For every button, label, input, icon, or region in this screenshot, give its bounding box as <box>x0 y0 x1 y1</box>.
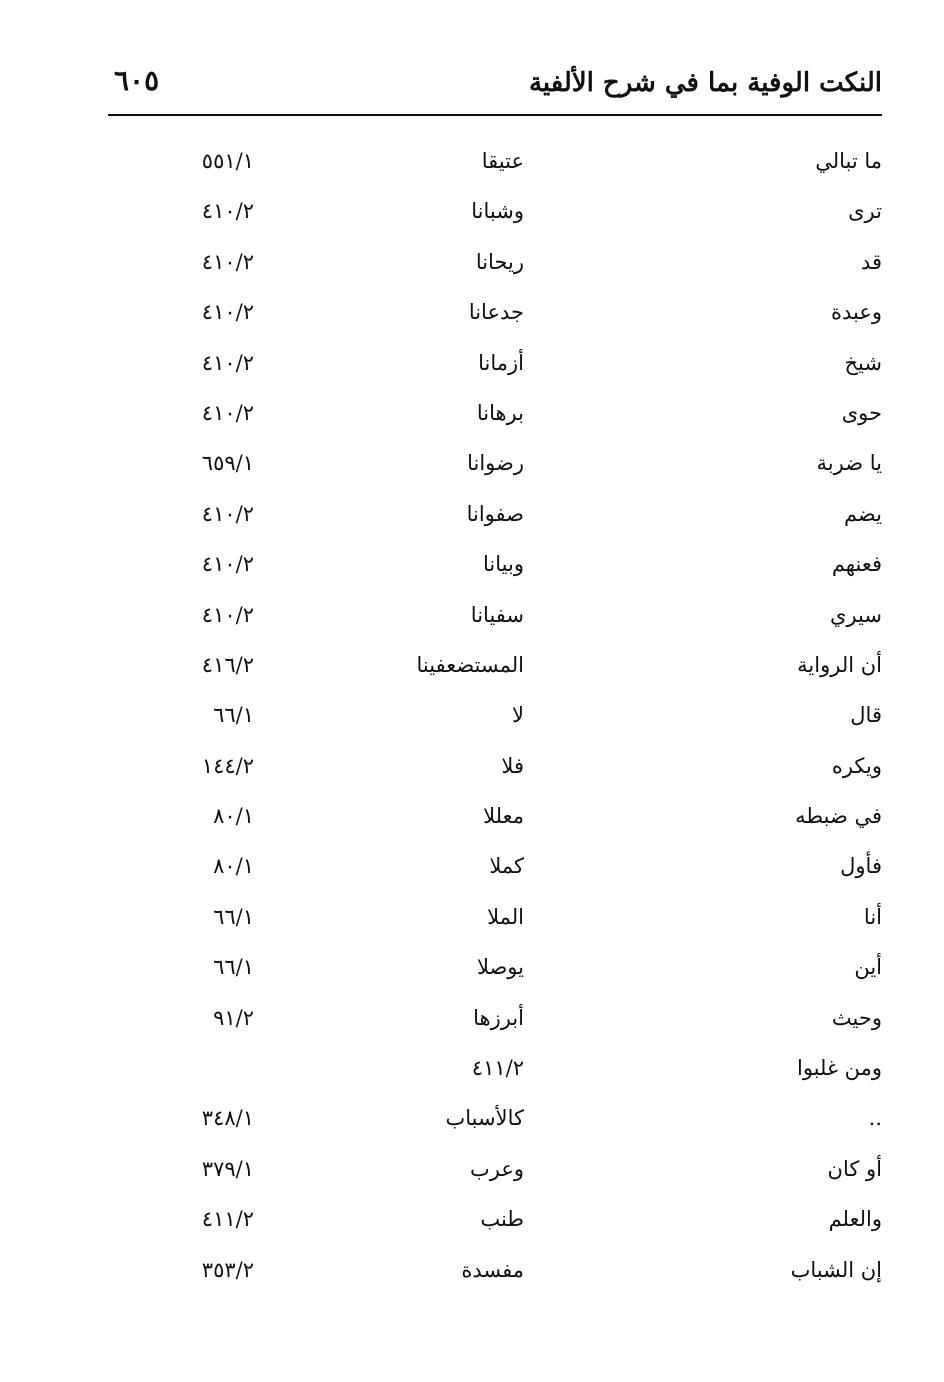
verse-rhyme-word: وبيانا <box>483 552 524 577</box>
verse-first-word: وحيث <box>831 1005 882 1030</box>
verse-rhyme-word: الملا <box>487 904 524 929</box>
book-title: النكت الوفية بما في شرح الألفية <box>528 68 882 98</box>
verse-rhyme-word: رضوانا <box>467 451 524 476</box>
page-reference: ٨٠/١ <box>213 854 254 879</box>
verse-rhyme-word: وشبانا <box>471 199 524 224</box>
page-reference: ٦٦/١ <box>213 904 254 929</box>
verse-first-word: ترى <box>848 199 882 224</box>
page-reference: ٤١٠/٢ <box>201 552 254 577</box>
page-reference: ٤١٠/٢ <box>201 400 254 425</box>
verse-rhyme-word: كالأسباب <box>445 1106 524 1131</box>
verse-rhyme-word: يوصلا <box>476 955 524 980</box>
page-reference: ٤١٠/٢ <box>201 602 254 627</box>
verse-rhyme-word: المستضعفينا <box>416 652 524 677</box>
page-reference: ٤١٠/٢ <box>201 249 254 274</box>
table-row <box>0 132 944 182</box>
verse-first-word: إن الشباب <box>790 1257 882 1282</box>
verse-first-word: أنا <box>863 904 882 929</box>
verse-first-word: ومن غلبوا <box>796 1056 882 1081</box>
page-reference: ٤١٠/٢ <box>201 300 254 325</box>
verse-rhyme-word: طنب <box>480 1207 524 1232</box>
table-row <box>0 182 944 232</box>
index-table <box>0 132 944 1291</box>
verse-rhyme-word: جدعانا <box>468 300 524 325</box>
table-row <box>0 938 944 988</box>
table-row <box>0 1140 944 1190</box>
page-reference: ٣٤٨/١ <box>201 1106 254 1131</box>
verse-first-word: .. <box>868 1106 882 1131</box>
verse-first-word: أو كان <box>827 1156 882 1181</box>
verse-rhyme-word: أبرزها <box>473 1005 524 1030</box>
verse-rhyme-word: ٤١١/٢ <box>471 1056 524 1081</box>
verse-first-word: فعنهم <box>831 552 882 577</box>
verse-first-word: ويكره <box>831 753 882 778</box>
page-reference: ٤١٦/٢ <box>201 652 254 677</box>
table-row <box>0 888 944 938</box>
verse-rhyme-word: فلا <box>501 753 524 778</box>
table-row <box>0 686 944 736</box>
page-reference: ٦٦/١ <box>213 703 254 728</box>
table-row <box>0 283 944 333</box>
verse-first-word: فأول <box>840 854 882 879</box>
table-row <box>0 485 944 535</box>
page-reference: ٤١٠/٢ <box>201 199 254 224</box>
verse-rhyme-word: لا <box>512 703 524 728</box>
verse-rhyme-word: كملا <box>489 854 524 879</box>
verse-first-word: قال <box>850 703 882 728</box>
page-reference: ٦٦/١ <box>213 955 254 980</box>
verse-rhyme-word: أزمانا <box>478 350 524 375</box>
table-row <box>0 1039 944 1089</box>
verse-first-word: حوى <box>841 400 882 425</box>
page-reference: ٤١٠/٢ <box>201 350 254 375</box>
page-reference: ٣٥٣/٢ <box>201 1257 254 1282</box>
table-row <box>0 989 944 1039</box>
page-reference: ٨٠/١ <box>213 804 254 829</box>
verse-rhyme-word: وعرب <box>469 1156 524 1181</box>
table-row <box>0 535 944 585</box>
table-row <box>0 1089 944 1139</box>
verse-rhyme-word: عتيقا <box>481 149 524 173</box>
table-row <box>0 636 944 686</box>
table-row <box>0 586 944 636</box>
page-reference: ٤١١/٢ <box>201 1207 254 1232</box>
verse-first-word: يا ضربة <box>816 451 882 476</box>
page-header <box>108 60 882 116</box>
page-reference: ٤١٠/٢ <box>201 501 254 526</box>
verse-rhyme-word: مفسدة <box>461 1257 524 1282</box>
table-row <box>0 837 944 887</box>
table-row <box>0 384 944 434</box>
verse-first-word: سيري <box>830 602 882 627</box>
verse-rhyme-word: ريحانا <box>475 249 524 274</box>
table-row <box>0 787 944 837</box>
table-row <box>0 334 944 384</box>
table-row <box>0 233 944 283</box>
verse-first-word: قد <box>860 249 882 274</box>
page-reference: ٦٥٩/١ <box>201 451 254 476</box>
verse-first-word: ما تبالي <box>815 149 882 173</box>
page-reference: ١٤٤/٢ <box>201 753 254 778</box>
verse-first-word: أين <box>854 955 882 980</box>
page-number: ٦٠٥ <box>114 64 160 97</box>
verse-first-word: يضم <box>843 501 882 526</box>
page-reference: ٥٥١/١ <box>201 149 254 173</box>
table-row <box>0 737 944 787</box>
table-row <box>0 434 944 484</box>
verse-first-word: وعبدة <box>830 300 882 325</box>
verse-first-word: والعلم <box>828 1207 882 1232</box>
page-reference: ٩١/٢ <box>213 1005 254 1030</box>
verse-rhyme-word: معللا <box>483 804 524 829</box>
verse-first-word: أن الرواية <box>797 652 882 677</box>
page-reference: ٣٧٩/١ <box>201 1156 254 1181</box>
table-row <box>0 1241 944 1291</box>
header-divider <box>108 114 882 116</box>
verse-first-word: في ضبطه <box>795 804 882 829</box>
verse-first-word: شيخ <box>844 350 882 375</box>
table-row <box>0 1190 944 1240</box>
verse-rhyme-word: صفوانا <box>466 501 524 526</box>
verse-rhyme-word: برهانا <box>476 400 524 425</box>
verse-rhyme-word: سفيانا <box>470 602 524 627</box>
